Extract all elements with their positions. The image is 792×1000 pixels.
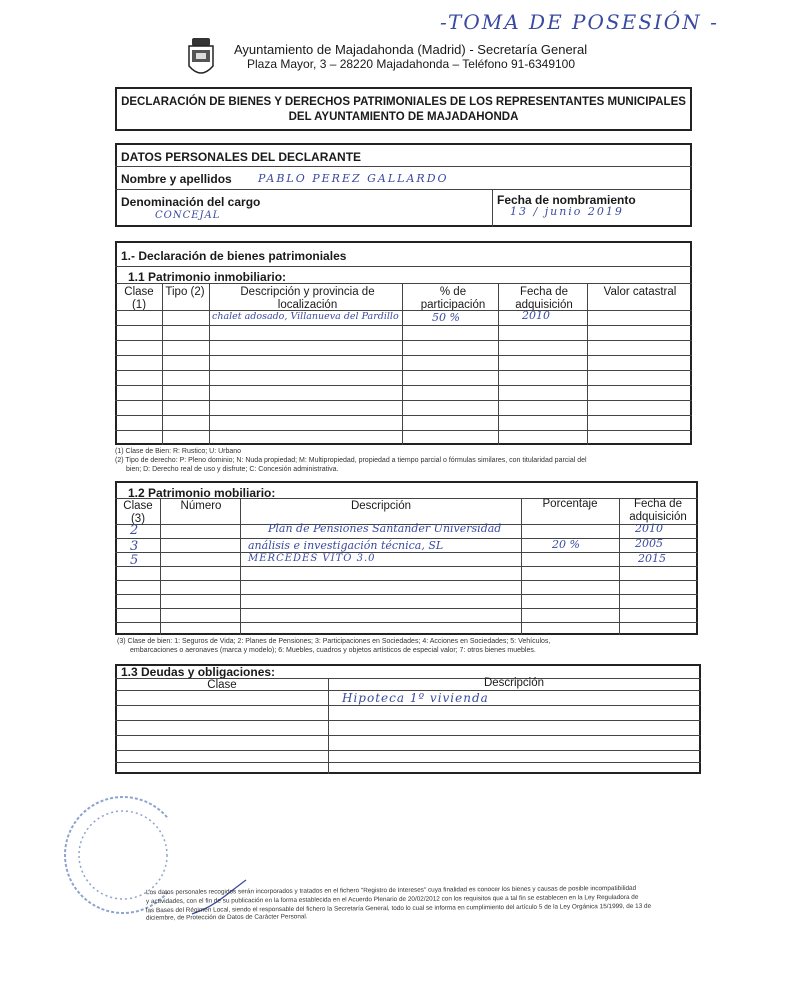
footer-legal-2: y actividades, con el fin de su publicación en la forma establecida en el Acuerdo Plenario de 20/02/2012 con los requisitos que a tal fin se establecen en la Ley Reguladora de [145, 893, 639, 906]
s11-col-valor: Valor catastral [603, 286, 677, 298]
personal-section-title: DATOS PERSONALES DEL DECLARANTE [121, 150, 362, 164]
fecha-value[interactable]: 13 / junio 2019 [510, 205, 624, 218]
s11-row1-pct[interactable]: 50 % [432, 311, 460, 324]
s11-col-pct: % de participación [420, 286, 486, 311]
footer-legal-1: Los datos personales recogidos serán incorporados y tratados en el fichero "Registro de Intereses" cuya finalidad es conocer los bienes y causas de posible incompatibilidad [145, 884, 637, 897]
title-line-2: DEL AYUNTAMIENTO DE MAJADAHONDA [288, 111, 519, 123]
s13-row1-desc[interactable]: Hipoteca 1º vivienda [342, 691, 489, 705]
s12-row2-desc[interactable]: análisis e investigación técnica, SL [248, 539, 444, 552]
s13-title: 1.3 Deudas y obligaciones: [121, 665, 276, 679]
s11-col-tipo: Tipo (2) [165, 286, 205, 298]
s12-title: 1.2 Patrimonio mobiliario: [128, 486, 276, 500]
title-line-1: DECLARACIÓN DE BIENES Y DERECHOS PATRIMONIALES DE LOS REPRESENTANTES MUNICIPALES [121, 96, 686, 108]
fecha-label: Fecha de nombramiento [497, 193, 636, 207]
s12-col-fecha: Fecha de adquisición [629, 498, 687, 523]
s11-note-2: (2) Tipo de derecho: P: Pleno dominio; N: Nuda propiedad; M: Multipropiedad, propiedad a tiempo parcial o fórmulas similares, con titularidad parcial del [115, 457, 587, 464]
s12-col-numero: Número [180, 500, 222, 512]
document-title [115, 95, 692, 125]
s12-row3-fecha[interactable]: 2015 [638, 552, 666, 565]
s11-row1-desc[interactable]: chalet adosado, Villanueva del Pardillo [212, 311, 399, 322]
cargo-value[interactable]: CONCEJAL [155, 210, 221, 221]
s11-row1-fecha[interactable]: 2010 [522, 309, 550, 322]
s13-col-clase: Clase [207, 679, 237, 691]
coat-of-arms-logo [186, 36, 216, 80]
s11-note-1: (1) Clase de Bien: R: Rustico; U: Urbano [115, 448, 242, 455]
s12-row2-fecha[interactable]: 2005 [635, 537, 663, 550]
s11-col-fecha: Fecha de adquisición [515, 286, 573, 311]
s12-col-pct: Porcentaje [542, 498, 598, 510]
s12-row3-desc[interactable]: MERCEDES VITO 3.0 [248, 553, 376, 564]
s13-col-desc: Descripción [483, 677, 545, 689]
header-line-1: Ayuntamiento de Majadahonda (Madrid) - Secretaría General [234, 42, 588, 57]
s11-note-3: bien; D: Derecho real de uso y disfrute; C: Concesión administrativa. [126, 466, 339, 473]
s11-title: 1.1 Patrimonio inmobiliario: [128, 270, 287, 284]
s12-row3-clase[interactable]: 5 [130, 553, 139, 568]
name-label: Nombre y apellidos [121, 172, 232, 186]
handwritten-note: -TOMA DE POSESIÓN - [440, 10, 719, 34]
section1-title: 1.- Declaración de bienes patrimoniales [121, 249, 347, 263]
s12-row2-clase[interactable]: 3 [130, 539, 139, 554]
cargo-label: Denominación del cargo [121, 195, 261, 209]
s12-note-2: embarcaciones o aeronaves (marca y modelo); 6: Muebles, cuadros y objetos artísticos de especial valor; 7: otros bienes muebles. [130, 647, 536, 654]
header-line-2: Plaza Mayor, 3 – 28220 Majadahonda – Teléfono 91-6349100 [247, 57, 576, 71]
s11-col-clase: Clase (1) [124, 286, 154, 311]
s12-row1-desc[interactable]: Plan de Pensiones Santander Universidad [268, 522, 502, 535]
s12-col-clase: Clase (3) [123, 500, 153, 525]
footer-legal-3: las Bases del Régimen Local, siendo el responsable del fichero la Secretaría General, todo lo cual se informa en cumplimiento del artículo 5 de la Ley Orgánica 15/1999, de 13 de [145, 902, 652, 915]
s12-col-desc: Descripción [350, 500, 412, 512]
s12-note-1: (3) Clase de bien: 1: Seguros de Vida; 2: Planes de Pensiones; 3: Participaciones en Sociedades; 4: Acciones en Sociedades; 5: Vehículos, [117, 638, 551, 645]
s12-row2-pct[interactable]: 20 % [552, 538, 580, 551]
name-value[interactable]: PABLO PEREZ GALLARDO [258, 172, 449, 185]
s12-row1-fecha[interactable]: 2010 [635, 522, 663, 535]
footer-legal-4: diciembre, de Protección de Datos de Carácter Personal. [145, 913, 308, 922]
s12-row1-clase[interactable]: 2 [130, 523, 139, 538]
s11-col-desc: Descripción y provincia de localización [240, 286, 375, 311]
